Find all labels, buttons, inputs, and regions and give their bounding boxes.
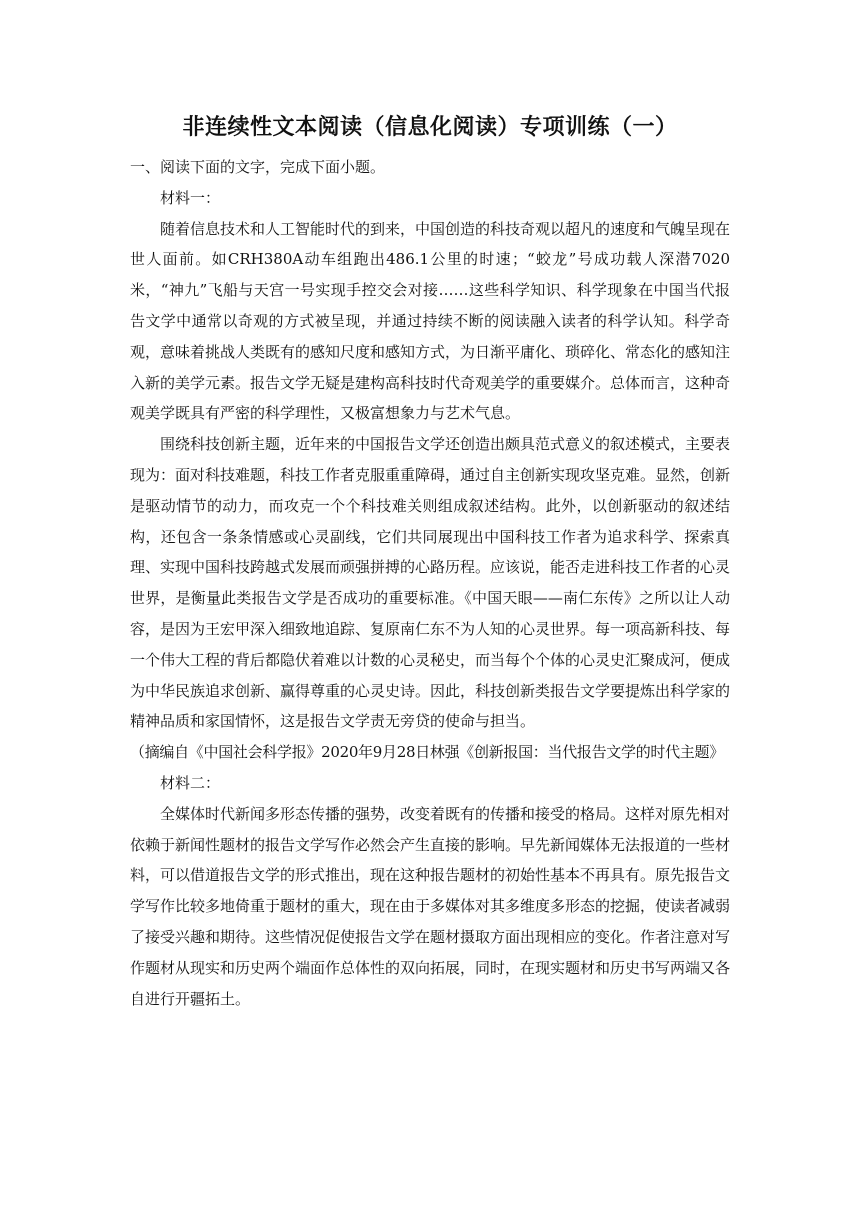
material-one-label: 材料一： (160, 188, 221, 207)
material-one-paragraph-2: 围绕科技创新主题，近年来的中国报告文学还创造出颇具范式意义的叙述模式，主要表现为：面对科技难题，科技工作者克服重重障碍，通过自主创新实现攻坚克难。显然，创新是驱动情节的动力，而攻克一个个科技难关则组成叙述结构。此外，以创新驱动的叙述结构，还包含一条条情感或心灵副线，它们共同展现出中国科技工作者为追求科学、探索真理、实现中国科技跨越式发展而顽强拼搏的心路历程。应该说，能否走进科技工作者的心灵世界，是衡量此类报告文学是否成功的重要标准。《中国天眼——南仁东传》之所以让人动容，是因为王宏甲深入细致地追踪、复原南仁东不为人知的心灵世界。每一项高新科技、每一个伟大工程的背后都隐伏着难以计数的心灵秘史，而当每个个体的心灵史汇聚成河，便成为中华民族追求创新、赢得尊重的心灵史诗。因此，科技创新类报告文学要提炼出科学家的精神品质和家国情怀，这是报告文学责无旁贷的使命与担当。 (130, 435, 731, 731)
material-two-label: 材料二： (160, 773, 221, 792)
material-one-source: （摘编自《中国社会科学报》2020年9月28日林强《创新报国：当代报告文学的时代主题》 (130, 743, 724, 762)
question-intro: 一、阅读下面的文字，完成下面小题。 (130, 158, 386, 176)
material-one-paragraph-1: 随着信息技术和人工智能时代的到来，中国创造的科技奇观以超凡的速度和气魄呈现在世人面前。如CRH380A动车组跑出486.1公里的时速；“蛟龙”号成功载人深潜7020米，“神九”飞船与天宫一号实现手控交会对接……这些科学知识、科学现象在中国当代报告文学中通常以奇观的方式被呈现，并通过持续不断的阅读融入读者的科学认知。科学奇观，意味着挑战人类既有的感知尺度和感知方式，为日渐平庸化、琐碎化、常态化的感知注入新的美学元素。报告文学无疑是建构高科技时代奇观美学的重要媒介。总体而言，这种奇观美学既具有严密的科学理性，又极富想象力与艺术气息。 (130, 219, 731, 423)
material-two-paragraph-1: 全媒体时代新闻多形态传播的强势，改变着既有的传播和接受的格局。这样对原先相对依赖于新闻性题材的报告文学写作必然会产生直接的影响。早先新闻媒体无法报道的一些材料，可以借道报告文学的形式推出，现在这种报告题材的初始性基本不再具有。原先报告文学写作比较多地倚重于题材的重大，现在由于多媒体对其多维度多形态的挖掘，使读者减弱了接受兴趣和期待。这些情况促使报告文学在题材摄取方面出现相应的变化。作者注意对写作题材从现实和历史两个端面作总体性的双向拓展，同时，在现实题材和历史书写两端又各自进行开疆拓土。 (130, 804, 731, 1008)
document-body (130, 152, 730, 1014)
document-title: 非连续性文本阅读（信息化阅读）专项训练（一） (182, 115, 678, 140)
